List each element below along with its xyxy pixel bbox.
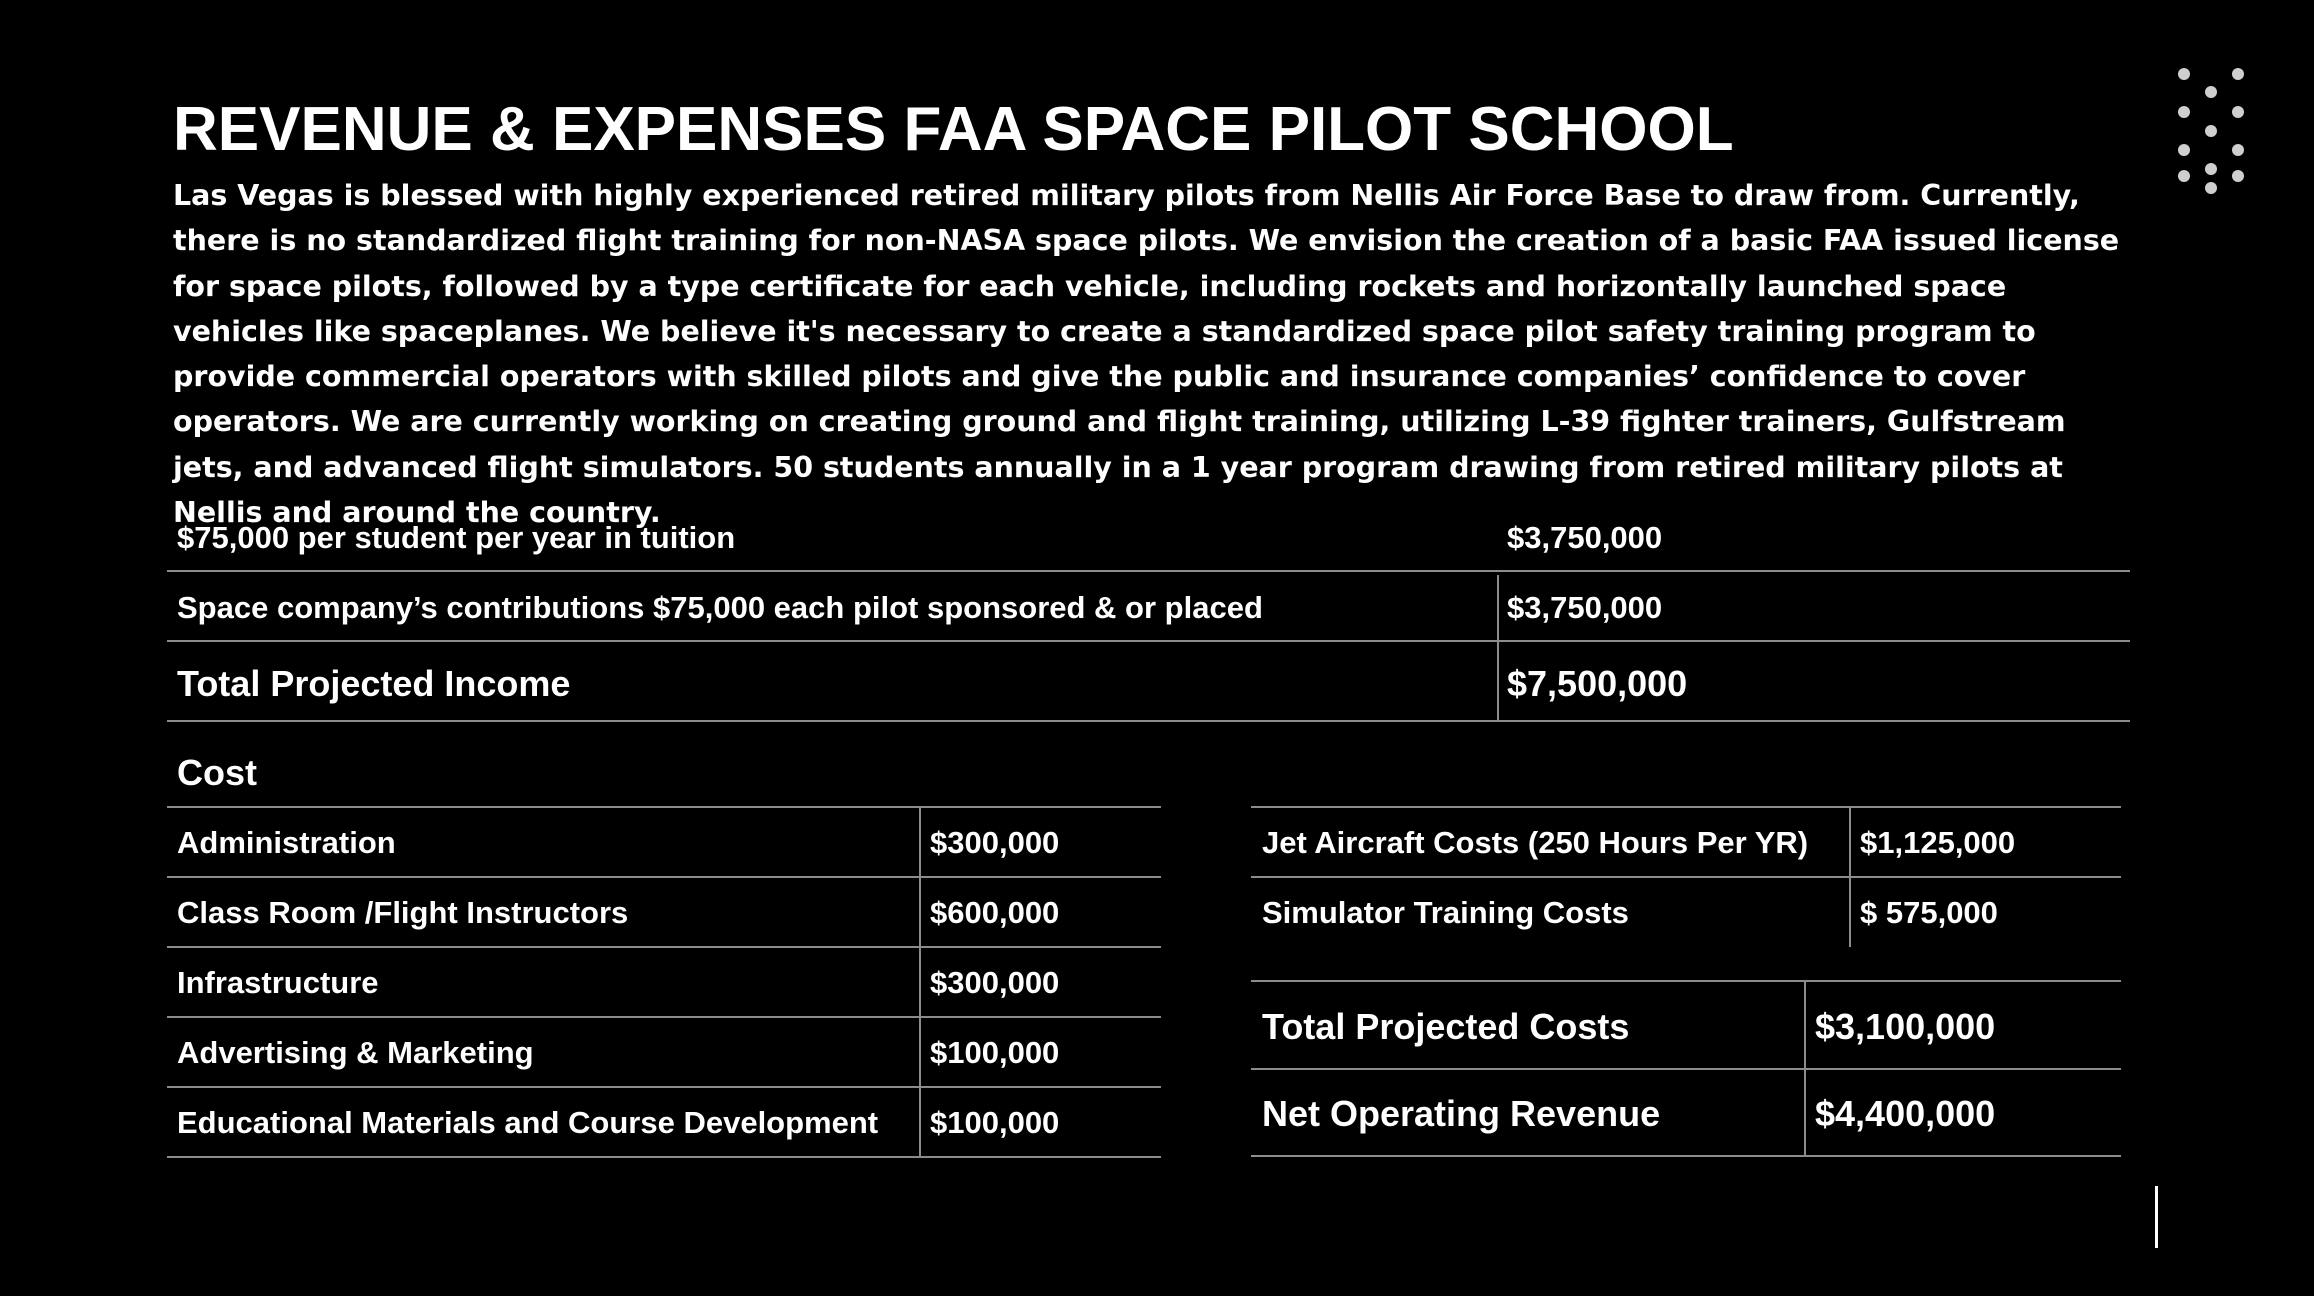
total-income-value: $7,500,000	[1507, 663, 1688, 704]
cost-row-label: Class Room /Flight Instructors	[177, 895, 629, 930]
cost-row-value: $1,125,000	[1860, 825, 2016, 860]
column-divider	[1497, 575, 1499, 721]
net-revenue-label: Net Operating Revenue	[1262, 1093, 1661, 1134]
divider	[1251, 876, 2121, 878]
income-row-2-value: $3,750,000	[1507, 590, 1663, 625]
cost-row-label: Simulator Training Costs	[1262, 895, 1629, 930]
income-row-1-label: $75,000 per student per year in tuition	[177, 520, 736, 555]
divider	[167, 806, 1161, 808]
description-paragraph: Las Vegas is blessed with highly experienced retired military pilots from Nellis Air Force Base to draw from. Currently, there is no standardized flight training for non-NASA space pilots. We envision the creation of a basic FAA issued license for space pilots, followed by a type certificate for each vehicle, including rockets and horizontally launched space vehicles like spaceplanes. We believe it's necessary to create a standardized space pilot safety training program to provide commercial operators with skilled pilots and give the public and insurance companies’ confidence to cover operators. We are currently working on creating ground and flight training, utilizing L-39 fighter trainers, Gulfstream jets, and advanced flight simulators. 50 students annually in a 1 year program drawing from retired military pilots at Nellis and around the country.	[173, 179, 2120, 530]
cost-row-value: $ 575,000	[1860, 895, 1998, 930]
cost-row-value: $300,000	[930, 965, 1060, 1000]
cost-row-value: $600,000	[930, 895, 1060, 930]
cost-row-value: $100,000	[930, 1035, 1060, 1070]
dot-pattern-icon	[2170, 62, 2250, 202]
cost-row-label: Jet Aircraft Costs (250 Hours Per YR)	[1262, 825, 1809, 860]
column-divider	[919, 807, 921, 1157]
divider	[167, 1016, 1161, 1018]
divider	[167, 720, 2130, 722]
income-row-2-label: Space company’s contributions $75,000 each pilot sponsored & or placed	[177, 590, 1263, 625]
total-costs-label: Total Projected Costs	[1262, 1006, 1630, 1047]
cost-row-label: Administration	[177, 825, 396, 860]
net-revenue-value: $4,400,000	[1815, 1093, 1996, 1134]
divider	[167, 1086, 1161, 1088]
cost-row-label: Advertising & Marketing	[177, 1035, 534, 1070]
divider	[167, 946, 1161, 948]
page-title: REVENUE & EXPENSES FAA SPACE PILOT SCHOOL	[173, 95, 1734, 164]
divider	[167, 570, 2130, 572]
cost-heading: Cost	[177, 752, 257, 793]
divider	[167, 1156, 1161, 1158]
total-income-label: Total Projected Income	[177, 663, 571, 704]
cost-row-label: Educational Materials and Course Development	[177, 1105, 879, 1140]
divider	[1251, 1155, 2121, 1157]
column-divider	[1849, 807, 1851, 947]
divider	[1251, 1068, 2121, 1070]
divider	[1251, 980, 2121, 982]
divider	[167, 876, 1161, 878]
column-divider	[1804, 981, 1806, 1156]
divider	[1251, 806, 2121, 808]
income-row-1-value: $3,750,000	[1507, 520, 1663, 555]
divider	[167, 640, 2130, 642]
total-costs-value: $3,100,000	[1815, 1006, 1996, 1047]
cost-row-value: $100,000	[930, 1105, 1060, 1140]
cost-row-label: Infrastructure	[177, 965, 379, 1000]
vertical-bar-icon	[2155, 1186, 2158, 1248]
cost-row-value: $300,000	[930, 825, 1060, 860]
